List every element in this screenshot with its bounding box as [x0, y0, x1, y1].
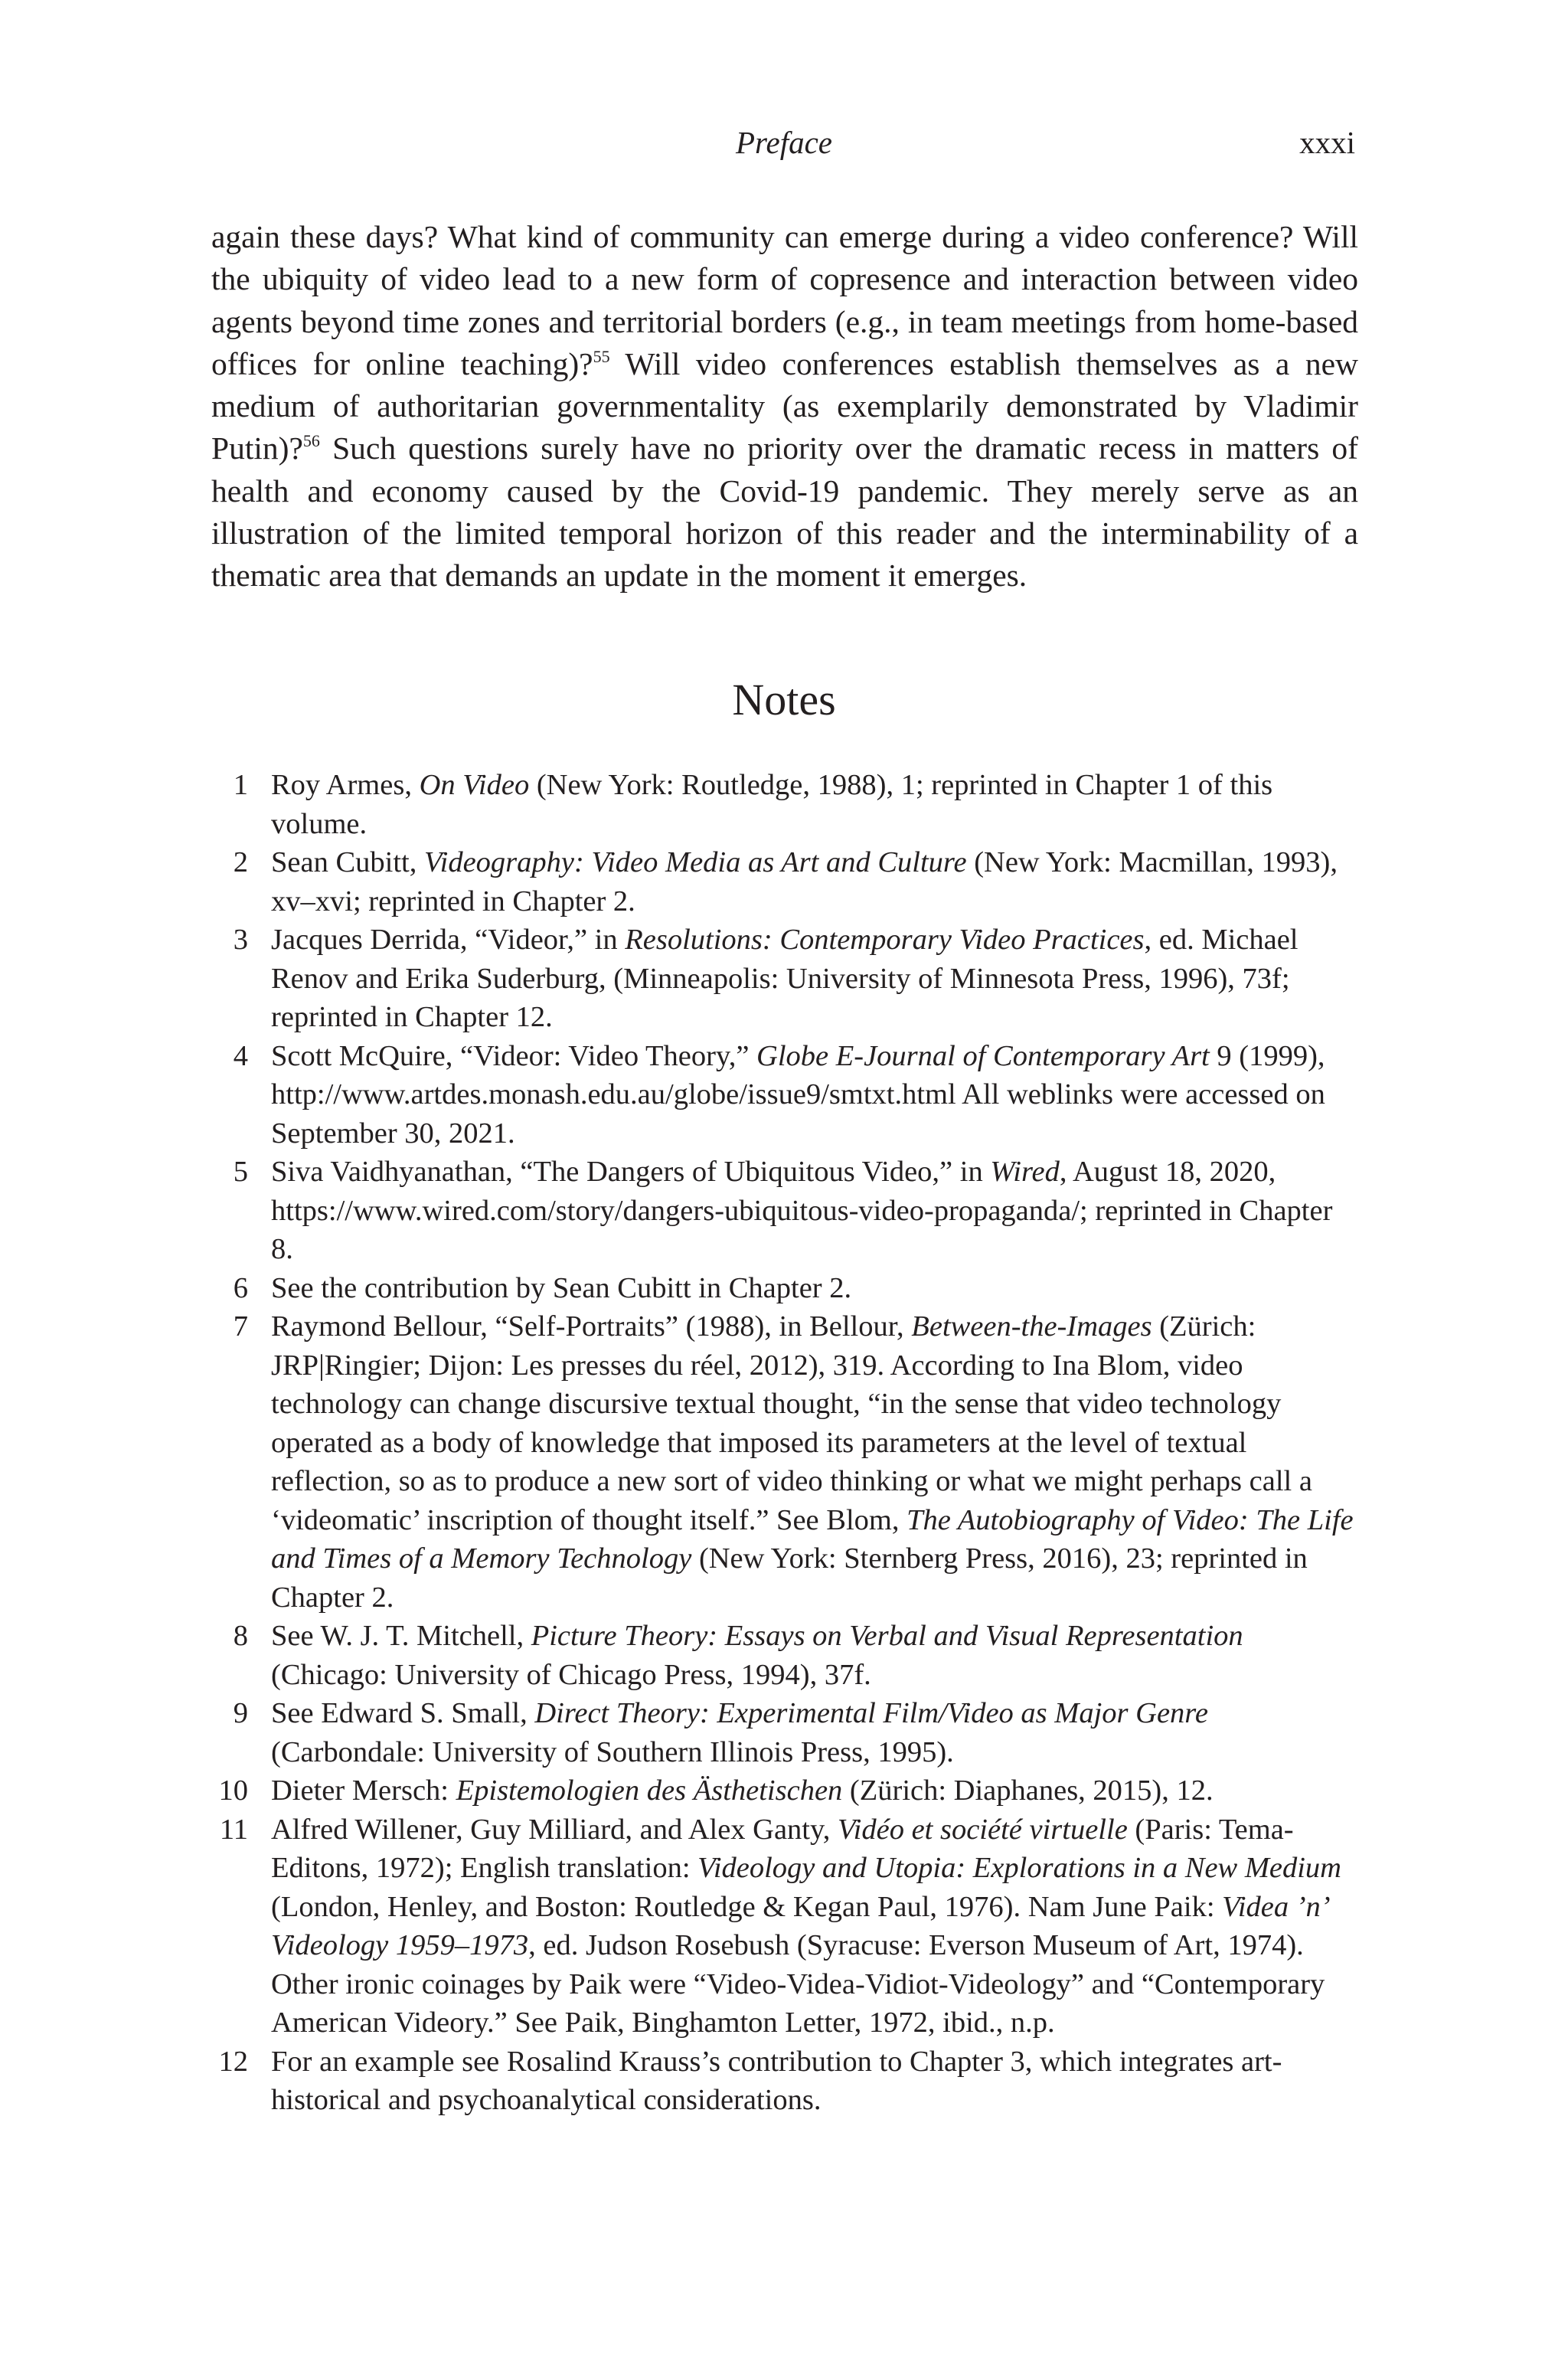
note-number: 4 [233, 1039, 248, 1072]
footnote-reference[interactable]: 55 [593, 346, 610, 366]
note-number: 1 [233, 769, 248, 801]
note-title-italic: Videa ’n’ Videology 1959–1973 [271, 1890, 1328, 1961]
note-text [271, 1617, 1360, 1694]
body-text-segment: Will video conferences establish themselves as a new medium of authoritarian governmentality (as exemplarily demonstrated by Vladimir Putin)? [211, 345, 1358, 466]
note-number: 12 [218, 2045, 248, 2078]
note-text [271, 1153, 1360, 1269]
note-text-segment: See Edward S. Small, [271, 1697, 535, 1729]
note-text-segment: , August 18, 2020, https://www.wired.com/story/dangers-ubiquitous-video-propaganda/; reprinted in Chapter 8. [271, 1156, 1333, 1265]
note-text [271, 1810, 1360, 2043]
note-text-segment: (London, Henley, and Boston: Routledge & Kegan Paul, 1976). Nam June Paik: [271, 1890, 1223, 1923]
note-text-segment: Raymond Bellour, “Self-Portraits” (1988), in Bellour, [271, 1310, 912, 1343]
note-text [271, 921, 1360, 1037]
note-title-italic: Videology and Utopia: Explorations in a New Medium [697, 1852, 1341, 1884]
note-item [211, 766, 1360, 843]
note-number: 6 [233, 1271, 248, 1304]
footnote-reference[interactable]: 56 [302, 431, 320, 451]
note-text-segment: , ed. Judson Rosebush (Syracuse: Everson Museum of Art, 1974). Other ironic coinages by Paik were “Video-Videa-Vidiot-Videology” and “Contemporary American Videory.” See Paik, Binghamton Letter, 1972, ibid., n.p. [271, 1929, 1325, 2039]
note-text [271, 1037, 1360, 1153]
note-text-segment: (Zürich: Diaphanes, 2015), 12. [842, 1774, 1214, 1807]
note-title-italic: The Autobiography of Video: The Life and Times of a Memory Technology [271, 1503, 1354, 1575]
note-item [211, 2043, 1360, 2120]
note-text-segment: (Carbondale: University of Southern Illinois Press, 1995). [271, 1735, 954, 1768]
page-header [0, 121, 1568, 164]
note-title-italic: Vidéo et société virtuelle [838, 1813, 1128, 1846]
note-text-segment: (New York: Sternberg Press, 2016), 23; reprinted in Chapter 2. [271, 1542, 1308, 1614]
note-text-segment: For an example see Rosalind Krauss’s contribution to Chapter 3, which integrates art-historical and psychoanalytical considerations. [271, 2045, 1282, 2116]
note-title-italic: Wired [990, 1156, 1060, 1188]
note-text [271, 1269, 1360, 1308]
note-text [271, 1307, 1360, 1617]
note-title-italic: On Video [419, 769, 530, 801]
note-number: 10 [218, 1774, 248, 1807]
note-number: 3 [233, 924, 248, 956]
note-text [271, 1694, 1360, 1771]
note-item [211, 1037, 1360, 1153]
note-text-segment: Roy Armes, [271, 769, 420, 801]
note-title-italic: Direct Theory: Experimental Film/Video as Major Genre [534, 1697, 1208, 1729]
note-number: 7 [233, 1310, 248, 1343]
body-text-segment: Such questions surely have no priority over the dramatic recess in matters of health and economy caused by the Covid-19 pandemic. They merely serve as an illustration of the limited temporal horizon of this reader and the interminability of a thematic area that demands an update in the moment it emerges. [211, 430, 1358, 594]
note-text-segment: Dieter Mersch: [271, 1774, 456, 1807]
note-text-segment: See W. J. T. Mitchell, [271, 1620, 531, 1652]
note-title-italic: Epistemologien des Ästhetischen [456, 1774, 843, 1807]
note-item [211, 1617, 1360, 1694]
note-text [271, 766, 1360, 843]
note-text-segment: Siva Vaidhyanathan, “The Dangers of Ubiquitous Video,” in [271, 1156, 991, 1188]
note-text-segment: Alfred Willener, Guy Milliard, and Alex Ganty, [271, 1813, 838, 1846]
note-item [211, 921, 1360, 1037]
notes-list [211, 766, 1360, 2120]
body-text-segment: again these days? What kind of community can emerge during a video conference? Will the ubiquity of video lead to a new form of copresence and interaction between video agents beyond time zones and territorial borders (e.g., in team meetings from home-based offices for online teaching)? [211, 219, 1358, 381]
note-number: 8 [233, 1620, 248, 1652]
note-text-segment: Jacques Derrida, “Videor,” in [271, 924, 626, 956]
note-item [211, 1771, 1360, 1810]
note-text-segment: See the contribution by Sean Cubitt in Chapter 2. [271, 1271, 852, 1304]
note-text [271, 1771, 1360, 1810]
note-text [271, 843, 1360, 921]
note-title-italic: Videography: Video Media as Art and Culture [423, 846, 967, 878]
note-title-italic: Between-the-Images [911, 1310, 1152, 1343]
note-text-segment: (New York: Macmillan, 1993), xv–xvi; reprinted in Chapter 2. [271, 846, 1338, 917]
body-paragraph [211, 216, 1358, 597]
note-number: 11 [219, 1813, 248, 1846]
note-title-italic: Globe E-Journal of Contemporary Art [756, 1039, 1210, 1072]
page-number: xxxi [1299, 125, 1355, 160]
notes-heading: Notes [732, 675, 836, 724]
note-item [211, 1694, 1360, 1771]
note-text-segment: Scott McQuire, “Videor: Video Theory,” [271, 1039, 757, 1072]
note-text-segment: (Chicago: University of Chicago Press, 1994), 37f. [271, 1658, 871, 1691]
note-text-segment: (New York: Routledge, 1988), 1; reprinted in Chapter 1 of this volume. [271, 769, 1273, 840]
note-item [211, 1153, 1360, 1269]
note-number: 9 [233, 1697, 248, 1729]
note-text-segment: , ed. Michael Renov and Erika Suderburg, (Minneapolis: University of Minnesota Press, 1996), 73f; reprinted in Chapter 12. [271, 924, 1298, 1033]
note-title-italic: Resolutions: Contemporary Video Practices [625, 924, 1145, 956]
note-text-segment: (Zürich: JRP|Ringier; Dijon: Les presses du réel, 2012), 319. According to Ina Blom, video technology can change discursive textual thought, “in the sense that video technology operated as a body of knowledge that imposed its parameters at the level of textual reflection, so as to produce a new sort of video thinking or what we might perhaps call a ‘videomatic’ inscription of thought itself.” See Blom, [271, 1310, 1312, 1536]
note-item [211, 1269, 1360, 1308]
running-head: Preface [736, 125, 832, 160]
note-title-italic: Picture Theory: Essays on Verbal and Visual Representation [531, 1620, 1243, 1652]
note-number: 5 [233, 1156, 248, 1188]
note-text [271, 2043, 1360, 2120]
note-item [211, 843, 1360, 921]
note-number: 2 [233, 846, 248, 878]
note-text-segment: Sean Cubitt, [271, 846, 424, 878]
note-text-segment: (Paris: Tema-Editons, 1972); English translation: [271, 1813, 1294, 1884]
note-text-segment: 9 (1999), http://www.artdes.monash.edu.au/globe/issue9/smtxt.html All weblinks were accessed on September 30, 2021. [271, 1039, 1325, 1150]
note-item [211, 1307, 1360, 1617]
note-item [211, 1810, 1360, 2043]
